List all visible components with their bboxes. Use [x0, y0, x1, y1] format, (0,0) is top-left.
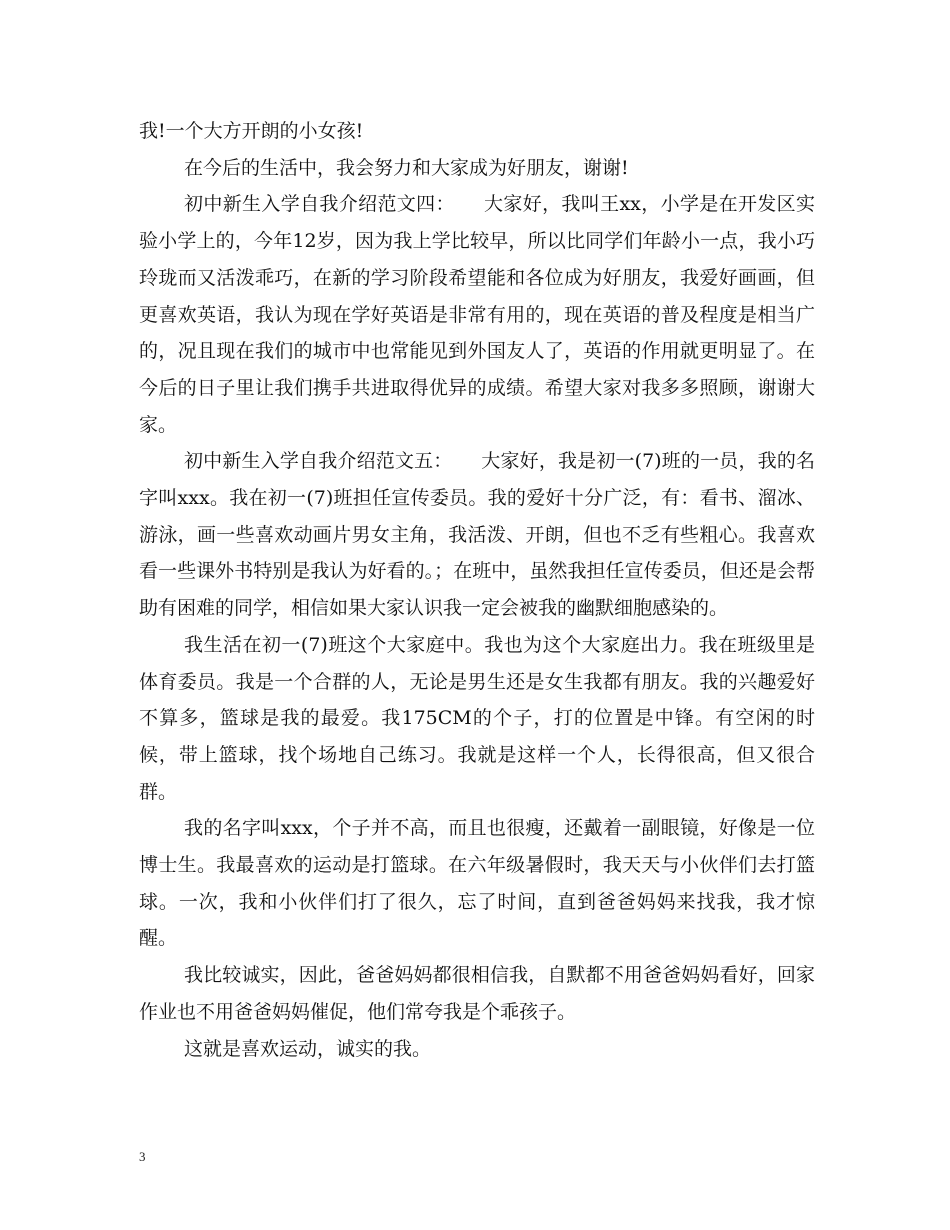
paragraph-class-life: 我生活在初一(7)班这个大家庭中。我也为这个大家庭出力。我在班级里是体育委员。我是一个合群的人，无论是男生还是女生我都有朋友。我的兴趣爱好不算多，篮球是我的最爱。我175CM的个子，打的位置是中锋。有空闲的时候，带上篮球，找个场地自己练习。我就是这样一个人，长得很高，但又很合群。	[139, 633, 815, 803]
document-body	[139, 113, 815, 1067]
paragraph-honesty: 我比较诚实，因此，爸爸妈妈都很相信我，自默都不用爸爸妈妈看好，回家作业也不用爸爸妈妈催促，他们常夸我是个乖孩子。	[139, 964, 815, 1023]
paragraph-closing-thanks: 在今后的生活中，我会努力和大家成为好朋友，谢谢!	[184, 156, 629, 179]
paragraph-conclusion: 这就是喜欢运动，诚实的我。	[184, 1037, 432, 1060]
page-number: 3	[139, 1149, 146, 1164]
paragraph-sample-four: 初中新生入学自我介绍范文四： 大家好，我叫王xx，小学是在开发区实验小学上的，今年12岁，因为我上学比较早，所以比同学们年龄小一点，我小巧玲珑而又活泼乖巧，在新的学习阶段希望能和各位成为好朋友，我爱好画画，但更喜欢英语，我认为现在学好英语是非常有用的，现在英语的普及程度是相当广的，况且现在我们的城市中也常能见到外国友人了，英语的作用就更明显了。在今后的日子里让我们携手共进取得优异的成绩。希望大家对我多多照顾，谢谢大家。	[139, 193, 815, 436]
paragraph-basketball: 我的名字叫xxx，个子并不高，而且也很瘦，还戴着一副眼镜，好像是一位博士生。我最喜欢的运动是打篮球。在六年级暑假时，我天天与小伙伴们去打篮球。一次，我和小伙伴们打了很久，忘了时间，直到爸爸妈妈来找我，我才惊醒。	[139, 817, 815, 950]
paragraph-sample-five: 初中新生入学自我介绍范文五： 大家好，我是初一(7)班的一员，我的名字叫xxx。我在初一(7)班担任宣传委员。我的爱好十分广泛，有：看书、溜冰、游泳，画一些喜欢动画片男女主角，我活泼、开朗，但也不乏有些粗心。我喜欢看一些课外书特别是我认为好看的。；在班中，虽然我担任宣传委员，但还是会帮助有困难的同学，相信如果大家认识我一定会被我的幽默细胞感染的。	[139, 450, 815, 620]
paragraph-continuation: 我!一个大方开朗的小女孩!	[139, 120, 364, 142]
